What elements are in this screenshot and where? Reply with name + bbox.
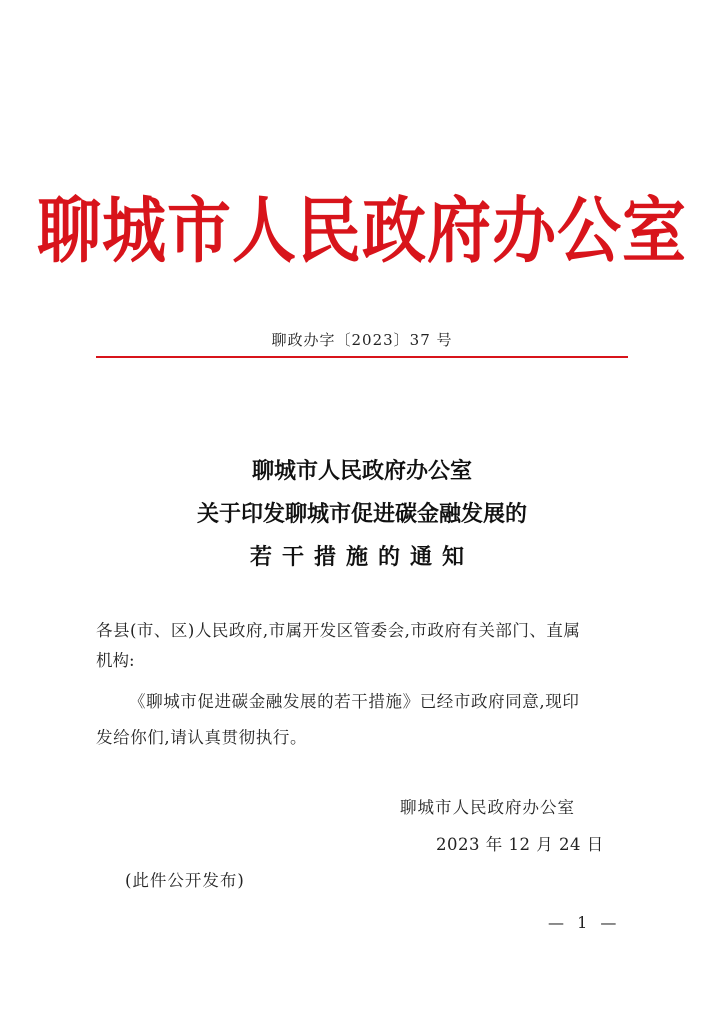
publish-note: (此件公开发布) <box>125 871 245 890</box>
document-title-line-1: 聊城市人民政府办公室 <box>251 458 472 484</box>
signature-date: 2023 年 12 月 24 日 <box>436 835 604 854</box>
body-paragraph-line-2: 发给你们,请认真贯彻执行。 <box>96 728 308 747</box>
issuer-header-title: 聊城市人民政府办公室 <box>37 189 687 274</box>
document-title-line-3: 若干措施的通知 <box>249 544 474 570</box>
addressee-line-2: 机构: <box>96 651 135 670</box>
body-paragraph-line-1: 《聊城市促进碳金融发展的若干措施》已经市政府同意,现印 <box>129 692 580 711</box>
document-number: 聊政办字〔2023〕37 号 <box>271 331 453 349</box>
document-title-line-2: 关于印发聊城市促进碳金融发展的 <box>196 501 527 527</box>
signature-organization: 聊城市人民政府办公室 <box>400 798 575 817</box>
addressee-line-1: 各县(市、区)人民政府,市属开发区管委会,市政府有关部门、直属 <box>96 621 581 640</box>
red-divider-line <box>96 356 628 358</box>
page-number: — 1 — <box>548 913 621 932</box>
